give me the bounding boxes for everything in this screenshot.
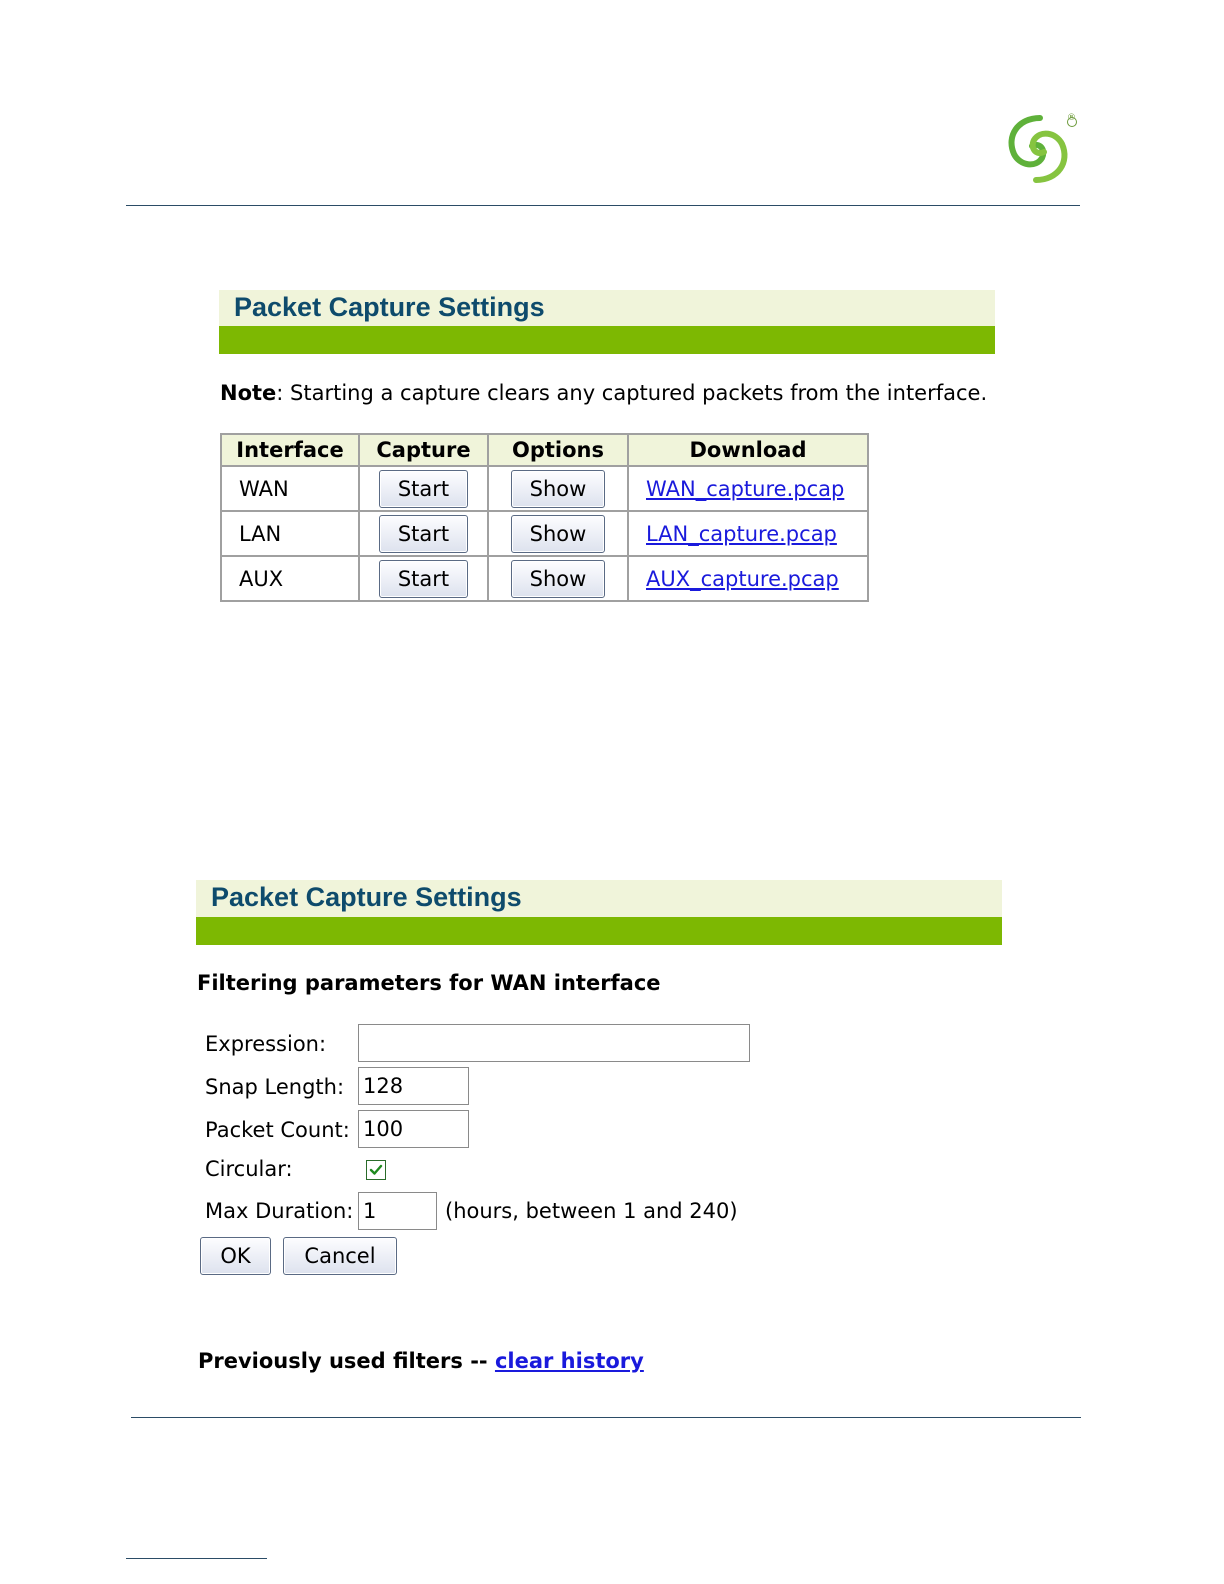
circular-label: Circular: [205, 1157, 293, 1181]
cancel-button[interactable]: Cancel [283, 1237, 397, 1275]
note-body: : Starting a capture clears any captured packets from the interface. [276, 381, 988, 405]
interface-name: WAN [221, 466, 359, 511]
footnote-rule [126, 1558, 267, 1559]
table-row [221, 466, 868, 511]
panel-accent-bar [196, 917, 1002, 945]
footer-rule [131, 1417, 1081, 1418]
circular-checkbox[interactable] [366, 1160, 386, 1180]
column-header-interface: Interface [221, 434, 359, 466]
interface-name: AUX [221, 556, 359, 601]
column-header-options: Options [488, 434, 628, 466]
expression-label: Expression: [205, 1032, 327, 1056]
ok-button[interactable]: OK [200, 1237, 271, 1275]
download-link[interactable]: LAN_capture.pcap [646, 521, 837, 546]
column-header-download: Download [628, 434, 868, 466]
history-row [198, 1349, 644, 1373]
table-row [221, 511, 868, 556]
capture-table [220, 433, 869, 602]
filter-subtitle: Filtering parameters for WAN interface [197, 971, 661, 995]
panel-title: Packet Capture Settings [234, 292, 545, 322]
expression-input[interactable] [358, 1024, 750, 1062]
interface-name: LAN [221, 511, 359, 556]
show-options-button[interactable]: Show [511, 515, 606, 553]
snap-length-input[interactable] [358, 1067, 469, 1105]
column-header-capture: Capture [359, 434, 488, 466]
show-options-button[interactable]: Show [511, 470, 606, 508]
max-duration-input[interactable] [358, 1192, 437, 1230]
swirl-logo-icon [996, 112, 1080, 186]
table-row [221, 556, 868, 601]
snap-length-label: Snap Length: [205, 1075, 345, 1099]
max-duration-label: Max Duration: [205, 1199, 354, 1223]
note-text [220, 381, 987, 405]
checkmark-icon [368, 1162, 384, 1178]
download-link[interactable]: WAN_capture.pcap [646, 476, 845, 501]
start-capture-button[interactable]: Start [379, 470, 468, 508]
packet-count-label: Packet Count: [205, 1118, 350, 1142]
panel-header-filter [196, 880, 1002, 945]
packet-count-input[interactable] [358, 1110, 469, 1148]
note-label: Note [220, 381, 277, 405]
start-capture-button[interactable]: Start [379, 560, 468, 598]
show-options-button[interactable]: Show [511, 560, 606, 598]
max-duration-hint: (hours, between 1 and 240) [445, 1199, 738, 1223]
company-logo [996, 112, 1080, 186]
history-label: Previously used filters -- [198, 1349, 488, 1373]
start-capture-button[interactable]: Start [379, 515, 468, 553]
registered-mark: ® [1067, 113, 1076, 123]
table-header-row [221, 434, 868, 466]
panel-accent-bar [219, 326, 995, 354]
panel-header-capture [219, 290, 995, 354]
panel-title: Packet Capture Settings [211, 882, 522, 912]
clear-history-link[interactable]: clear history [494, 1349, 644, 1373]
header-rule [126, 205, 1080, 206]
download-link[interactable]: AUX_capture.pcap [646, 566, 839, 591]
